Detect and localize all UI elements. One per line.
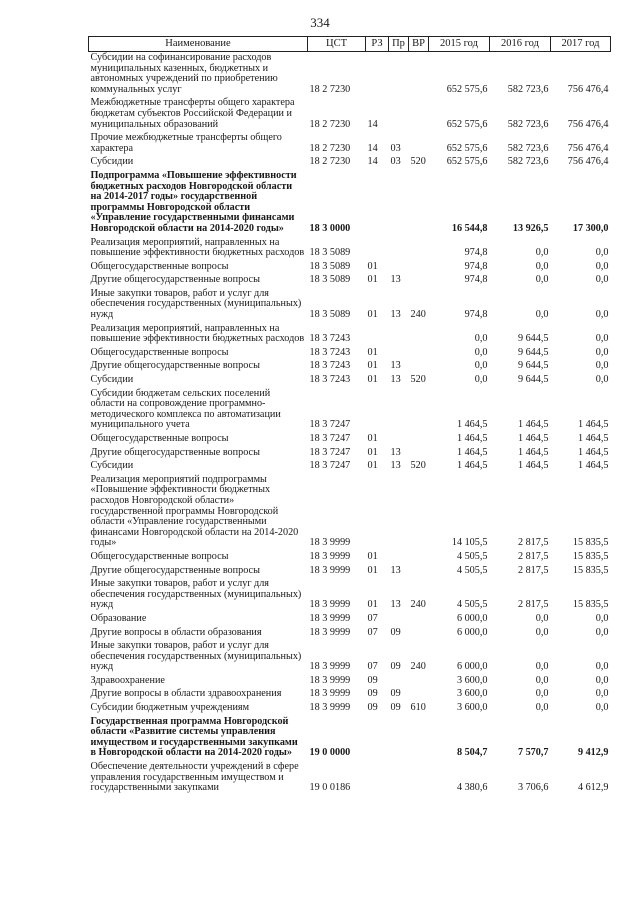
table-row [89,761,611,796]
row-value-2016: 0,0 [535,274,549,286]
row-value-2017: 4 612,9 [577,782,609,794]
row-value-2017: 9 412,9 [577,747,609,759]
table-row [89,688,611,702]
row-value-2017: 756 476,4 [567,142,609,154]
row-name: Общегосударственные вопросы [90,433,229,444]
row-pr: 09 [390,661,401,673]
row-pr [389,675,409,689]
row-rz: 01 [367,460,378,472]
row-cst: 19 0 0186 [309,782,351,794]
header-vr: ВР [409,37,429,52]
row-pr: 13 [390,460,401,472]
row-rz: 14 [367,142,378,154]
row-name: Другие вопросы в области образования [90,626,262,638]
row-vr [409,627,429,641]
row-cst: 18 3 7243 [309,333,351,345]
row-name: Реализация мероприятий, направленных на повышение эффективности бюджетных расходов [90,236,305,259]
table-header [89,37,611,52]
row-value-2017: 15 835,5 [572,537,609,549]
row-value-2017: 756 476,4 [567,156,609,168]
row-value-2016: 1 464,5 [517,419,549,431]
row-pr [389,388,409,433]
row-rz [366,388,389,433]
row-value-2017: 0,0 [595,260,609,272]
row-pr: 03 [390,142,401,154]
row-cst: 18 3 7247 [309,446,351,458]
row-pr: 13 [390,599,401,611]
row-pr [389,761,409,796]
table-row [89,52,611,98]
row-value-2016: 0,0 [535,661,549,673]
row-vr: 520 [410,156,426,168]
row-value-2016: 0,0 [535,260,549,272]
row-value-2015: 652 575,6 [446,118,488,130]
row-name: Субсидии [90,156,134,168]
row-cst: 18 3 9999 [309,661,351,673]
row-rz: 01 [367,433,378,444]
row-vr [409,565,429,579]
row-cst: 18 3 7243 [309,374,351,386]
row-cst: 18 3 9999 [309,564,351,576]
row-cst: 18 3 9999 [309,674,351,686]
row-rz: 07 [367,612,378,624]
row-value-2015: 652 575,6 [446,156,488,168]
row-value-2015: 0,0 [474,333,488,345]
row-value-2016: 9 644,5 [517,346,549,358]
row-value-2017: 0,0 [595,374,609,386]
table-row [89,565,611,579]
row-value-2015: 6 000,0 [456,626,488,638]
row-value-2015: 3 600,0 [456,674,488,686]
table-row [89,578,611,613]
row-pr: 09 [390,702,401,714]
row-pr: 09 [390,626,401,638]
row-value-2017: 756 476,4 [567,118,609,130]
row-name: Образование [90,612,147,624]
row-vr [409,323,429,347]
row-value-2015: 974,8 [464,309,488,321]
row-rz [366,52,389,98]
row-name: Иные закупки товаров, работ и услуг для обеспечения государственных (муниципальных) нужд [90,578,302,611]
row-value-2017: 1 464,5 [577,460,609,472]
row-vr [409,170,429,237]
row-cst: 19 0 0000 [309,747,351,759]
table-row [89,274,611,288]
row-rz: 09 [367,688,378,700]
row-value-2015: 1 464,5 [456,419,488,431]
row-value-2017: 0,0 [595,333,609,345]
row-name: Межбюджетные трансферты общего характера бюджетам субъектов Российской Федерации и муниципальных образований [90,97,295,130]
row-value-2016: 7 570,7 [517,747,549,759]
row-name: Субсидии на софинансирование расходов муниципальных казенных, бюджетных и автономных учреждений по приобретению коммунальных услуг [90,52,278,95]
row-cst: 18 3 9999 [309,599,351,611]
row-vr [409,447,429,461]
row-value-2015: 4 505,5 [456,599,488,611]
row-vr [409,52,429,98]
row-cst: 18 3 7243 [309,346,351,358]
row-vr [409,132,429,156]
row-name: Субсидии бюджетным учреждениям [90,702,250,714]
row-pr [389,52,409,98]
row-vr: 240 [410,661,426,673]
row-value-2017: 15 835,5 [572,564,609,576]
table-row [89,640,611,675]
row-pr [389,433,409,447]
row-value-2017: 0,0 [595,247,609,259]
header-name: Наименование [89,37,308,52]
row-pr: 13 [390,309,401,321]
row-vr [409,347,429,361]
row-cst: 18 3 7247 [309,419,351,431]
row-name: Подпрограмма «Повышение эффективности бюджетных расходов Новгородской области на 2014-2017 годы» государственной программы Новгородской области «Управление государственными финансами Новгородской области на 2014-2020 годы» [90,169,297,234]
row-value-2015: 16 544,8 [451,222,488,234]
row-value-2016: 0,0 [535,309,549,321]
row-rz: 01 [367,564,378,576]
row-name: Иные закупки товаров, работ и услуг для обеспечения государственных (муниципальных) нужд [90,287,302,321]
table-row [89,97,611,132]
row-vr: 520 [410,374,426,386]
row-value-2015: 4 505,5 [456,550,488,562]
row-pr: 13 [390,564,401,576]
row-rz: 01 [367,599,378,611]
row-value-2016: 0,0 [535,626,549,638]
table-row [89,323,611,347]
row-rz [366,761,389,796]
row-vr [409,360,429,374]
row-value-2015: 8 504,7 [456,747,488,759]
row-cst: 18 3 7247 [309,460,351,472]
row-rz: 01 [367,260,378,272]
row-value-2017: 1 464,5 [577,446,609,458]
row-value-2017: 0,0 [595,274,609,286]
row-name: Здравоохранение [90,674,165,686]
row-value-2015: 0,0 [474,346,488,358]
row-name: Другие общегосударственные вопросы [90,274,260,286]
row-value-2017: 1 464,5 [577,419,609,431]
row-rz: 01 [367,309,378,321]
row-cst: 18 3 9999 [309,702,351,714]
row-value-2015: 974,8 [464,274,488,286]
row-name: Другие вопросы в области здравоохранения [90,688,282,700]
row-rz: 07 [367,661,378,673]
row-rz [366,323,389,347]
row-cst: 18 3 9999 [309,612,351,624]
row-value-2017: 0,0 [595,626,609,638]
row-cst: 18 2 7230 [309,156,351,168]
row-name: Субсидии [90,374,134,386]
row-value-2015: 3 600,0 [456,688,488,700]
row-value-2016: 13 926,5 [512,222,549,234]
row-value-2017: 0,0 [595,346,609,358]
row-pr [389,716,409,761]
row-value-2016: 0,0 [535,674,549,686]
row-vr [409,474,429,551]
row-value-2016: 9 644,5 [517,374,549,386]
table-row [89,627,611,641]
row-value-2017: 0,0 [595,688,609,700]
row-pr: 09 [390,688,401,700]
row-value-2015: 652 575,6 [446,83,488,95]
row-vr [409,261,429,275]
row-value-2016: 2 817,5 [517,564,549,576]
row-pr [389,551,409,565]
row-name: Иные закупки товаров, работ и услуг для обеспечения государственных (муниципальных) нужд [90,640,302,673]
table-row [89,288,611,323]
row-pr [389,170,409,237]
row-value-2017: 0,0 [595,309,609,321]
row-value-2016: 582 723,6 [507,83,549,95]
row-value-2015: 4 505,5 [456,564,488,576]
table-row [89,360,611,374]
row-value-2017: 15 835,5 [572,550,609,562]
table-row [89,170,611,237]
table-row [89,716,611,761]
row-rz: 01 [367,550,378,562]
row-pr [389,237,409,261]
row-pr [389,613,409,627]
row-vr [409,613,429,627]
row-rz: 14 [367,156,378,168]
row-value-2016: 1 464,5 [517,446,549,458]
row-pr: 03 [390,156,401,168]
row-value-2016: 9 644,5 [517,333,549,345]
row-vr [409,388,429,433]
row-pr: 13 [390,360,401,372]
row-vr [409,433,429,447]
row-vr [409,551,429,565]
row-name: Государственная программа Новгородской области «Развитие системы управления имуществом и государственными закупками в Новгородской области на 2014-2020 годы» [90,715,298,759]
row-value-2016: 1 464,5 [517,460,549,472]
row-vr [409,237,429,261]
row-pr [389,323,409,347]
row-rz [366,237,389,261]
row-name: Субсидии [90,460,134,472]
row-value-2015: 1 464,5 [456,446,488,458]
row-name: Прочие межбюджетные трансферты общего характера [90,132,282,154]
row-cst: 18 3 7243 [309,360,351,372]
table-row [89,388,611,433]
table-row [89,433,611,447]
row-vr: 240 [410,309,426,321]
row-value-2016: 2 817,5 [517,537,549,549]
row-cst: 18 3 9999 [309,688,351,700]
table-row [89,702,611,716]
row-name: Общегосударственные вопросы [90,260,229,272]
row-value-2017: 756 476,4 [567,83,609,95]
row-value-2015: 6 000,0 [456,612,488,624]
row-value-2016: 582 723,6 [507,142,549,154]
row-value-2016: 2 817,5 [517,550,549,562]
table-row [89,156,611,170]
row-cst: 18 3 9999 [309,537,351,549]
row-name: Другие общегосударственные вопросы [90,446,260,458]
table-row [89,474,611,551]
row-value-2015: 6 000,0 [456,661,488,673]
row-value-2016: 1 464,5 [517,433,549,444]
row-value-2015: 3 600,0 [456,702,488,714]
row-value-2017: 0,0 [595,612,609,624]
row-value-2016: 9 644,5 [517,360,549,372]
header-pr: Пр [389,37,409,52]
row-cst: 18 3 5089 [309,274,351,286]
row-vr: 520 [410,460,426,472]
row-value-2015: 1 464,5 [456,433,488,444]
row-vr [409,274,429,288]
row-name: Реализация мероприятий, направленных на повышение эффективности бюджетных расходов [90,322,305,345]
row-name: Обеспечение деятельности учреждений в сфере управления государственным имуществом и государственными закупками [90,761,299,794]
row-cst: 18 3 7247 [309,433,351,444]
row-pr: 13 [390,374,401,386]
row-pr [389,97,409,132]
table-body [89,52,611,796]
row-cst: 18 3 9999 [309,550,351,562]
table-row [89,551,611,565]
table-row [89,447,611,461]
row-vr: 610 [410,702,426,714]
row-rz [366,474,389,551]
row-rz [366,716,389,761]
row-pr [389,474,409,551]
row-value-2016: 0,0 [535,612,549,624]
row-rz: 07 [367,626,378,638]
row-value-2017: 1 464,5 [577,433,609,444]
table-row [89,261,611,275]
row-value-2017: 0,0 [595,360,609,372]
row-rz: 01 [367,274,378,286]
row-value-2017: 0,0 [595,674,609,686]
header-2016: 2016 год [490,37,551,52]
row-name: Реализация мероприятий подпрограммы «Повышение эффективности бюджетных расходов Новгородской области» государственной программы Новгородской области «Управление государственными финансами Новгородской области на 2014-2020 годы» [90,473,299,549]
table-row [89,613,611,627]
row-rz: 14 [367,118,378,130]
table-row [89,675,611,689]
row-value-2017: 15 835,5 [572,599,609,611]
row-rz: 01 [367,346,378,358]
row-rz: 09 [367,702,378,714]
row-value-2017: 0,0 [595,702,609,714]
row-vr [409,97,429,132]
row-value-2017: 0,0 [595,661,609,673]
row-value-2016: 2 817,5 [517,599,549,611]
header-2017: 2017 год [551,37,611,52]
row-cst: 18 3 9999 [309,626,351,638]
row-rz [366,170,389,237]
row-pr: 13 [390,274,401,286]
row-value-2015: 974,8 [464,247,488,259]
row-value-2016: 582 723,6 [507,118,549,130]
row-value-2015: 652 575,6 [446,142,488,154]
row-value-2015: 4 380,6 [456,782,488,794]
row-vr [409,675,429,689]
row-cst: 18 2 7230 [309,83,351,95]
table-row [89,460,611,474]
row-vr [409,688,429,702]
budget-table [88,36,611,796]
row-name: Общегосударственные вопросы [90,550,229,562]
row-pr [389,261,409,275]
row-name: Общегосударственные вопросы [90,346,229,358]
row-cst: 18 3 5089 [309,260,351,272]
row-rz: 09 [367,674,378,686]
row-value-2016: 0,0 [535,688,549,700]
row-value-2015: 0,0 [474,360,488,372]
table-row [89,347,611,361]
row-value-2016: 0,0 [535,702,549,714]
row-value-2017: 17 300,0 [572,222,609,234]
row-pr [389,347,409,361]
table-row [89,237,611,261]
row-vr [409,761,429,796]
row-cst: 18 3 0000 [309,222,351,234]
row-cst: 18 3 5089 [309,309,351,321]
row-value-2016: 3 706,6 [517,782,549,794]
header-rz: РЗ [366,37,389,52]
row-vr: 240 [410,599,426,611]
page-number: 334 [310,15,330,30]
row-value-2016: 582 723,6 [507,156,549,168]
row-cst: 18 2 7230 [309,142,351,154]
row-value-2015: 1 464,5 [456,460,488,472]
row-rz: 01 [367,374,378,386]
row-rz: 01 [367,360,378,372]
row-name: Другие общегосударственные вопросы [90,360,260,372]
row-value-2015: 974,8 [464,260,488,272]
table-row [89,132,611,156]
header-cst: ЦСТ [308,37,366,52]
row-rz: 01 [367,446,378,458]
row-name: Другие общегосударственные вопросы [90,564,260,576]
row-name: Субсидии бюджетам сельских поселений области на сопровождение программно-методического комплекса по автоматизации муниципального учета [90,387,281,431]
header-2015: 2015 год [429,37,490,52]
row-value-2015: 14 105,5 [451,537,488,549]
row-cst: 18 2 7230 [309,118,351,130]
row-value-2015: 0,0 [474,374,488,386]
row-pr: 13 [390,446,401,458]
row-cst: 18 3 5089 [309,247,351,259]
row-value-2016: 0,0 [535,247,549,259]
table-row [89,374,611,388]
row-vr [409,716,429,761]
